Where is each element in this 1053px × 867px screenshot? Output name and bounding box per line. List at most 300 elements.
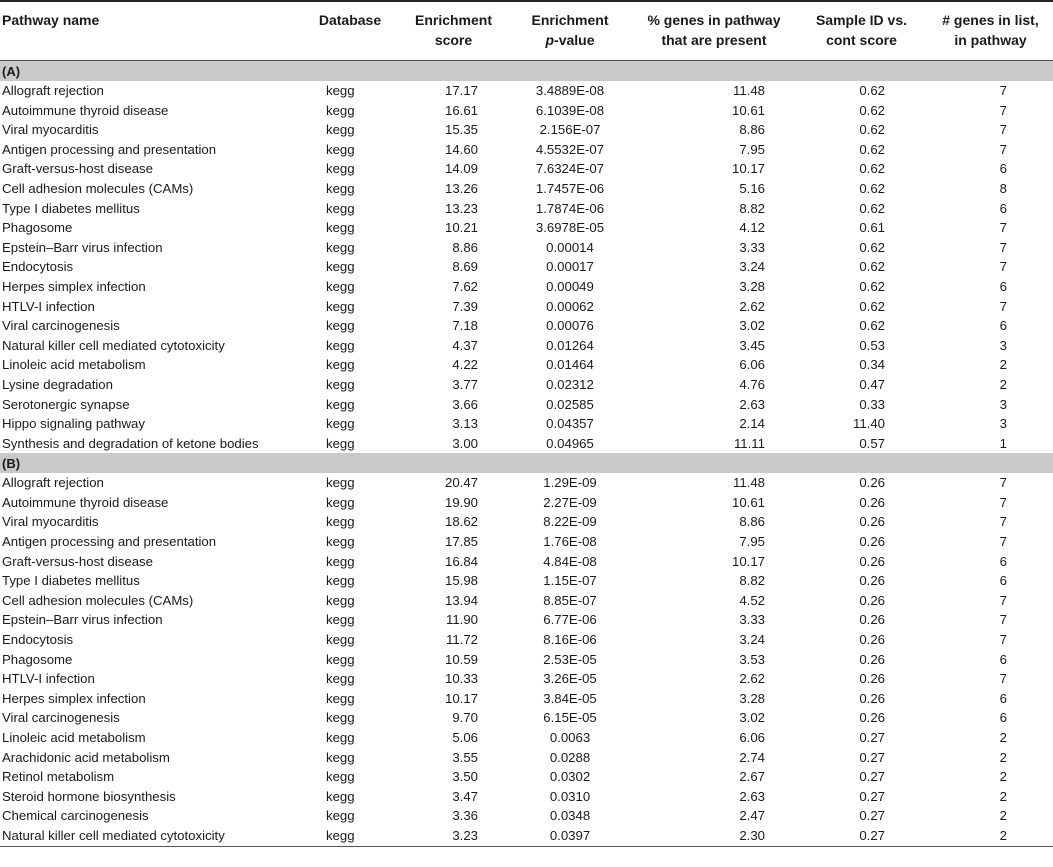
enrichment-score-cell: 7.39 bbox=[452, 298, 478, 314]
percent-genes-cell: 7.95 bbox=[739, 534, 765, 550]
pathway-name-cell: Synthesis and degradation of ketone bodies bbox=[2, 435, 259, 451]
pathway-name-cell: Endocytosis bbox=[2, 259, 74, 275]
sample-id-score-cell: 0.26 bbox=[859, 612, 885, 628]
sample-id-score-cell: 0.27 bbox=[859, 808, 885, 824]
pathway-name-cell: Type I diabetes mellitus bbox=[2, 573, 140, 589]
enrichment-score-cell: 4.22 bbox=[452, 357, 478, 373]
percent-genes-cell: 3.28 bbox=[739, 690, 765, 706]
sample-id-score-cell: 0.26 bbox=[859, 553, 885, 569]
header-row bbox=[0, 1, 1053, 61]
percent-genes-cell: 3.33 bbox=[739, 239, 765, 255]
pathway-name-cell: Graft-versus-host disease bbox=[2, 161, 153, 177]
pathway-name-cell: Allograft rejection bbox=[2, 475, 104, 491]
enrichment-score-cell: 3.77 bbox=[452, 376, 478, 392]
section-band-fill bbox=[507, 61, 633, 82]
database-cell: kegg bbox=[326, 396, 355, 412]
genes-in-list-cell: 2 bbox=[999, 788, 1007, 804]
database-cell: kegg bbox=[326, 769, 355, 785]
table-row bbox=[0, 355, 1053, 375]
table-row bbox=[0, 630, 1053, 650]
section-band-fill bbox=[300, 453, 400, 473]
enrichment-pvalue-cell: 0.02312 bbox=[546, 376, 594, 392]
sample-id-score-cell: 0.27 bbox=[859, 730, 885, 745]
genes-in-list-cell: 6 bbox=[999, 553, 1007, 569]
database-cell: kegg bbox=[300, 826, 400, 846]
genes-in-list-cell: 2 bbox=[999, 808, 1007, 824]
enrichment-pvalue-cell: 0.0302 bbox=[549, 769, 591, 785]
pathway-name-cell: Epstein–Barr virus infection bbox=[2, 612, 163, 628]
enrichment-score-cell: 17.17 bbox=[444, 83, 478, 98]
database-cell: kegg bbox=[326, 122, 355, 138]
pathway-name-cell: Phagosome bbox=[2, 651, 73, 667]
enrichment-pvalue-cell: 0.0288 bbox=[549, 749, 591, 765]
header-genes-in-list: # genes in list, in pathway bbox=[928, 1, 1053, 61]
percent-genes-cell: 2.63 bbox=[739, 788, 765, 804]
table-row bbox=[0, 395, 1053, 415]
database-cell: kegg bbox=[326, 102, 355, 118]
genes-in-list-cell: 7 bbox=[999, 220, 1007, 236]
sample-id-score-cell: 0.57 bbox=[859, 435, 885, 451]
genes-in-list-cell: 3 bbox=[999, 337, 1007, 353]
genes-in-list-cell: 2 bbox=[999, 730, 1007, 745]
section-band-fill bbox=[928, 453, 1053, 473]
enrichment-score-cell: 10.59 bbox=[444, 651, 478, 667]
sample-id-score-cell: 0.26 bbox=[859, 632, 885, 648]
section-label: (A) bbox=[0, 61, 300, 82]
pathway-name-cell: Natural killer cell mediated cytotoxicity bbox=[0, 826, 300, 846]
genes-in-list-cell: 7 bbox=[999, 592, 1007, 608]
table-row bbox=[0, 473, 1053, 493]
enrichment-pvalue-cell: 0.00076 bbox=[546, 318, 594, 334]
table-row bbox=[0, 257, 1053, 277]
pathway-name-cell: Retinol metabolism bbox=[2, 769, 115, 785]
sample-id-score-cell: 0.27 bbox=[859, 769, 885, 785]
percent-genes-cell: 3.24 bbox=[739, 259, 765, 275]
genes-in-list-cell: 7 bbox=[999, 239, 1007, 255]
pathway-name-cell: Lysine degradation bbox=[2, 376, 113, 392]
enrichment-score-cell: 11.90 bbox=[445, 612, 478, 628]
section-band-fill bbox=[300, 61, 400, 82]
genes-in-list-cell: 7 bbox=[999, 122, 1007, 138]
pathway-name-cell: Type I diabetes mellitus bbox=[2, 200, 140, 216]
genes-in-list-cell: 7 bbox=[999, 141, 1007, 157]
enrichment-pvalue-cell: 8.85E-07 bbox=[543, 592, 597, 608]
percent-genes-cell: 11.11 bbox=[733, 435, 765, 451]
percent-genes-cell: 3.45 bbox=[739, 337, 765, 353]
database-cell: kegg bbox=[326, 690, 355, 706]
sample-id-score-cell: 0.27 bbox=[859, 749, 885, 765]
sample-id-score-cell: 0.62 bbox=[859, 239, 885, 255]
sample-id-score-cell: 0.53 bbox=[859, 337, 885, 353]
enrichment-pvalue-cell: 1.7874E-06 bbox=[535, 200, 605, 216]
database-cell: kegg bbox=[326, 573, 355, 589]
pathway-name-cell: Antigen processing and presentation bbox=[2, 534, 217, 550]
table-body bbox=[0, 61, 1053, 847]
section-header-row bbox=[0, 453, 1053, 473]
enrichment-pvalue-cell: 7.6324E-07 bbox=[535, 161, 605, 177]
enrichment-score-cell: 3.50 bbox=[452, 769, 478, 785]
table-row bbox=[0, 552, 1053, 572]
database-cell: kegg bbox=[326, 220, 355, 236]
enrichment-score-cell: 16.61 bbox=[444, 102, 478, 118]
database-cell: kegg bbox=[326, 671, 355, 687]
percent-genes-cell: 8.82 bbox=[739, 200, 765, 216]
enrichment-pvalue-cell: 6.1039E-08 bbox=[535, 102, 605, 118]
enrichment-score-cell: 3.13 bbox=[452, 416, 478, 432]
table-row bbox=[0, 532, 1053, 552]
enrichment-pvalue-cell: 4.5532E-07 bbox=[535, 141, 605, 157]
percent-genes-cell: 3.53 bbox=[739, 651, 765, 667]
percent-genes-cell: 8.82 bbox=[739, 573, 765, 589]
sample-id-score-cell: 0.26 bbox=[859, 592, 885, 608]
enrichment-score-cell: 3.23 bbox=[400, 826, 507, 846]
genes-in-list-cell: 7 bbox=[999, 612, 1007, 628]
sample-id-score-cell: 0.34 bbox=[859, 357, 885, 373]
enrichment-score-cell: 15.35 bbox=[444, 122, 478, 138]
database-cell: kegg bbox=[326, 632, 355, 648]
genes-in-list-cell: 7 bbox=[999, 475, 1007, 491]
pathway-name-cell: Viral myocarditis bbox=[2, 514, 99, 530]
database-cell: kegg bbox=[326, 435, 355, 451]
pathway-name-cell: Allograft rejection bbox=[2, 83, 104, 98]
pathway-name-cell: HTLV-I infection bbox=[2, 298, 95, 314]
database-cell: kegg bbox=[326, 730, 355, 745]
sample-id-score-cell: 0.33 bbox=[859, 396, 885, 412]
sample-id-score-cell: 0.61 bbox=[859, 220, 885, 236]
enrichment-score-cell: 16.84 bbox=[444, 553, 478, 569]
percent-genes-cell: 2.62 bbox=[739, 298, 765, 314]
enrichment-score-cell: 19.90 bbox=[444, 494, 478, 510]
database-cell: kegg bbox=[326, 278, 355, 294]
enrichment-score-cell: 20.47 bbox=[444, 475, 478, 491]
genes-in-list-cell: 7 bbox=[999, 102, 1007, 118]
percent-genes-cell: 10.61 bbox=[731, 494, 765, 510]
pathway-name-cell: Phagosome bbox=[2, 220, 73, 236]
table-row bbox=[0, 748, 1053, 768]
percent-genes-cell: 4.12 bbox=[739, 220, 765, 236]
section-band-fill bbox=[795, 61, 928, 82]
database-cell: kegg bbox=[326, 259, 355, 275]
enrichment-score-cell: 10.33 bbox=[444, 671, 478, 687]
enrichment-score-cell: 3.47 bbox=[452, 788, 478, 804]
percent-genes-cell: 3.02 bbox=[739, 710, 765, 726]
sample-id-score-cell: 0.27 bbox=[795, 826, 928, 846]
enrichment-pvalue-cell: 1.15E-07 bbox=[543, 573, 597, 589]
enrichment-pvalue-cell: 8.22E-09 bbox=[543, 514, 597, 530]
table-row bbox=[0, 140, 1053, 160]
enrichment-score-cell: 13.94 bbox=[444, 592, 478, 608]
sample-id-score-cell: 0.26 bbox=[859, 534, 885, 550]
sample-id-score-cell: 0.62 bbox=[859, 102, 885, 118]
sample-id-score-cell: 0.62 bbox=[859, 278, 885, 294]
enrichment-score-cell: 7.18 bbox=[452, 318, 478, 334]
sample-id-score-cell: 11.40 bbox=[852, 416, 885, 432]
pathway-name-cell: Autoimmune thyroid disease bbox=[2, 494, 169, 510]
enrichment-pvalue-cell: 2.53E-05 bbox=[543, 651, 597, 667]
enrichment-pvalue-cell: 4.84E-08 bbox=[543, 553, 597, 569]
table-row bbox=[0, 571, 1053, 591]
enrichment-score-cell: 9.70 bbox=[452, 710, 478, 726]
section-band-fill bbox=[633, 61, 795, 82]
header-enrichment-pvalue: Enrichment p-value bbox=[507, 1, 633, 61]
sample-id-score-cell: 0.26 bbox=[859, 514, 885, 530]
section-band-fill bbox=[400, 453, 507, 473]
section-band-fill bbox=[928, 61, 1053, 82]
database-cell: kegg bbox=[326, 592, 355, 608]
genes-in-list-cell: 2 bbox=[999, 376, 1007, 392]
genes-in-list-cell: 6 bbox=[999, 573, 1007, 589]
enrichment-score-cell: 15.98 bbox=[444, 573, 478, 589]
pathway-name-cell: Hippo signaling pathway bbox=[2, 416, 145, 432]
genes-in-list-cell: 7 bbox=[999, 494, 1007, 510]
percent-genes-cell: 2.63 bbox=[739, 396, 765, 412]
enrichment-score-cell: 3.66 bbox=[452, 396, 478, 412]
header-enrichment-score: Enrichment score bbox=[400, 1, 507, 61]
enrichment-score-cell: 14.09 bbox=[444, 161, 478, 177]
sample-id-score-cell: 0.62 bbox=[859, 161, 885, 177]
enrichment-score-cell: 18.62 bbox=[444, 514, 478, 530]
enrichment-pvalue-cell: 0.02585 bbox=[546, 396, 594, 412]
table-row bbox=[0, 787, 1053, 807]
table-row bbox=[0, 767, 1053, 787]
genes-in-list-cell: 3 bbox=[999, 416, 1007, 432]
table-row bbox=[0, 199, 1053, 219]
table-row bbox=[0, 101, 1053, 121]
percent-genes-cell: 10.17 bbox=[731, 553, 765, 569]
sample-id-score-cell: 0.62 bbox=[859, 141, 885, 157]
percent-genes-cell: 7.95 bbox=[739, 141, 765, 157]
percent-genes-cell: 2.74 bbox=[739, 749, 765, 765]
table-row bbox=[0, 650, 1053, 670]
percent-genes-cell: 3.28 bbox=[739, 278, 765, 294]
database-cell: kegg bbox=[326, 494, 355, 510]
genes-in-list-cell: 6 bbox=[999, 690, 1007, 706]
enrichment-score-cell: 5.06 bbox=[452, 730, 478, 745]
enrichment-pvalue-cell: 1.76E-08 bbox=[543, 534, 597, 550]
database-cell: kegg bbox=[326, 83, 355, 98]
percent-genes-cell: 2.30 bbox=[633, 826, 795, 846]
percent-genes-cell: 10.17 bbox=[731, 161, 765, 177]
enrichment-pvalue-cell: 0.00062 bbox=[546, 298, 594, 314]
enrichment-score-cell: 10.17 bbox=[444, 690, 478, 706]
genes-in-list-cell: 6 bbox=[999, 200, 1007, 216]
percent-genes-cell: 2.47 bbox=[739, 808, 765, 824]
enrichment-score-cell: 11.72 bbox=[445, 632, 478, 648]
enrichment-pvalue-cell: 0.0310 bbox=[549, 788, 591, 804]
section-header-row bbox=[0, 61, 1053, 82]
percent-genes-cell: 10.61 bbox=[731, 102, 765, 118]
enrichment-pvalue-cell: 3.4889E-08 bbox=[535, 83, 605, 98]
database-cell: kegg bbox=[326, 357, 355, 373]
database-cell: kegg bbox=[326, 514, 355, 530]
pathway-name-cell: Natural killer cell mediated cytotoxicity bbox=[2, 337, 225, 353]
enrichment-pvalue-cell: 8.16E-06 bbox=[543, 632, 597, 648]
enrichment-pvalue-cell: 1.29E-09 bbox=[543, 475, 597, 491]
enrichment-pvalue-cell: 1.7457E-06 bbox=[535, 180, 605, 196]
percent-genes-cell: 4.76 bbox=[739, 376, 765, 392]
sample-id-score-cell: 0.26 bbox=[859, 494, 885, 510]
table-row bbox=[0, 806, 1053, 826]
sample-id-score-cell: 0.26 bbox=[859, 475, 885, 491]
table-row bbox=[0, 414, 1053, 434]
database-cell: kegg bbox=[326, 475, 355, 491]
database-cell: kegg bbox=[326, 416, 355, 432]
percent-genes-cell: 2.62 bbox=[739, 671, 765, 687]
enrichment-score-cell: 7.62 bbox=[452, 278, 478, 294]
section-band-fill bbox=[507, 453, 633, 473]
table-row bbox=[0, 316, 1053, 336]
pathway-name-cell: Epstein–Barr virus infection bbox=[2, 239, 163, 255]
genes-in-list-cell: 7 bbox=[999, 632, 1007, 648]
genes-in-list-cell: 6 bbox=[999, 318, 1007, 334]
pathway-name-cell: Cell adhesion molecules (CAMs) bbox=[2, 180, 194, 196]
enrichment-pvalue-cell: 0.0348 bbox=[549, 808, 591, 824]
database-cell: kegg bbox=[326, 298, 355, 314]
table-row bbox=[0, 826, 1053, 846]
pathway-name-cell: Viral myocarditis bbox=[2, 122, 99, 138]
enrichment-score-cell: 4.37 bbox=[452, 337, 478, 353]
header-percent-genes: % genes in pathway that are present bbox=[633, 1, 795, 61]
table-row bbox=[0, 708, 1053, 728]
percent-genes-cell: 6.06 bbox=[739, 730, 765, 745]
database-cell: kegg bbox=[326, 808, 355, 824]
database-cell: kegg bbox=[326, 200, 355, 216]
sample-id-score-cell: 0.27 bbox=[859, 788, 885, 804]
genes-in-list-cell: 1 bbox=[999, 435, 1007, 451]
enrichment-score-cell: 10.21 bbox=[444, 220, 478, 236]
table-row bbox=[0, 179, 1053, 199]
table-row bbox=[0, 81, 1053, 101]
pathway-name-cell: Autoimmune thyroid disease bbox=[2, 102, 169, 118]
sample-id-score-cell: 0.26 bbox=[859, 671, 885, 687]
enrichment-pvalue-cell: 0.00017 bbox=[546, 259, 594, 275]
enrichment-pvalue-cell: 3.6978E-05 bbox=[535, 220, 605, 236]
enrichment-pvalue-cell: 0.00014 bbox=[546, 239, 594, 255]
sample-id-score-cell: 0.62 bbox=[859, 180, 885, 196]
genes-in-list-cell: 8 bbox=[999, 180, 1007, 196]
percent-genes-cell: 6.06 bbox=[739, 357, 765, 373]
percent-genes-cell: 11.48 bbox=[732, 83, 765, 98]
table-row bbox=[0, 728, 1053, 748]
table-row bbox=[0, 493, 1053, 513]
percent-genes-cell: 11.48 bbox=[732, 475, 765, 491]
percent-genes-cell: 2.67 bbox=[739, 769, 765, 785]
database-cell: kegg bbox=[326, 749, 355, 765]
sample-id-score-cell: 0.47 bbox=[859, 376, 885, 392]
pathway-name-cell: Linoleic acid metabolism bbox=[2, 357, 146, 373]
enrichment-pvalue-cell: 0.04357 bbox=[546, 416, 594, 432]
pathway-name-cell: Arachidonic acid metabolism bbox=[2, 749, 170, 765]
database-cell: kegg bbox=[326, 612, 355, 628]
enrichment-pvalue-cell: 0.0397 bbox=[507, 826, 633, 846]
table-row bbox=[0, 218, 1053, 238]
enrichment-pvalue-cell: 3.84E-05 bbox=[543, 690, 597, 706]
sample-id-score-cell: 0.26 bbox=[859, 690, 885, 706]
database-cell: kegg bbox=[326, 553, 355, 569]
genes-in-list-cell: 7 bbox=[999, 83, 1007, 98]
percent-genes-cell: 2.14 bbox=[739, 416, 765, 432]
enrichment-pvalue-cell: 6.15E-05 bbox=[543, 710, 597, 726]
database-cell: kegg bbox=[326, 710, 355, 726]
database-cell: kegg bbox=[326, 376, 355, 392]
enrichment-pvalue-cell: 0.0063 bbox=[549, 730, 591, 745]
enrichment-pvalue-cell: 2.27E-09 bbox=[543, 494, 597, 510]
pathway-name-cell: Endocytosis bbox=[2, 632, 74, 648]
sample-id-score-cell: 0.26 bbox=[859, 710, 885, 726]
database-cell: kegg bbox=[326, 651, 355, 667]
percent-genes-cell: 8.86 bbox=[739, 514, 765, 530]
database-cell: kegg bbox=[326, 788, 355, 804]
percent-genes-cell: 8.86 bbox=[739, 122, 765, 138]
table-row bbox=[0, 669, 1053, 689]
database-cell: kegg bbox=[326, 534, 355, 550]
pathway-name-cell: HTLV-I infection bbox=[2, 671, 95, 687]
enrichment-pvalue-cell: 0.01464 bbox=[546, 357, 594, 373]
section-band-fill bbox=[400, 61, 507, 82]
enrichment-score-cell: 8.86 bbox=[452, 239, 478, 255]
pathway-name-cell: Viral carcinogenesis bbox=[2, 318, 120, 334]
genes-in-list-cell: 2 bbox=[999, 357, 1007, 373]
database-cell: kegg bbox=[326, 180, 355, 196]
table-row bbox=[0, 434, 1053, 454]
percent-genes-cell: 3.33 bbox=[739, 612, 765, 628]
table-row bbox=[0, 297, 1053, 317]
database-cell: kegg bbox=[326, 141, 355, 157]
table-row bbox=[0, 238, 1053, 258]
table-row bbox=[0, 336, 1053, 356]
table-row bbox=[0, 277, 1053, 297]
enrichment-score-cell: 3.00 bbox=[452, 435, 478, 451]
genes-in-list-cell: 2 bbox=[928, 826, 1053, 846]
pathway-name-cell: Herpes simplex infection bbox=[2, 278, 146, 294]
sample-id-score-cell: 0.26 bbox=[859, 573, 885, 589]
percent-genes-cell: 3.02 bbox=[739, 318, 765, 334]
section-band-fill bbox=[633, 453, 795, 473]
sample-id-score-cell: 0.62 bbox=[859, 83, 885, 98]
pathway-name-cell: Linoleic acid metabolism bbox=[2, 730, 146, 745]
enrichment-score-cell: 3.36 bbox=[452, 808, 478, 824]
genes-in-list-cell: 7 bbox=[999, 671, 1007, 687]
pathway-name-cell: Graft-versus-host disease bbox=[2, 553, 153, 569]
genes-in-list-cell: 6 bbox=[999, 278, 1007, 294]
section-label: (B) bbox=[0, 453, 300, 473]
sample-id-score-cell: 0.62 bbox=[859, 318, 885, 334]
sample-id-score-cell: 0.62 bbox=[859, 200, 885, 216]
sample-id-score-cell: 0.62 bbox=[859, 298, 885, 314]
enrichment-pvalue-cell: 0.04965 bbox=[546, 435, 594, 451]
enrichment-pvalue-cell: 6.77E-06 bbox=[543, 612, 597, 628]
genes-in-list-cell: 2 bbox=[999, 749, 1007, 765]
table-row bbox=[0, 591, 1053, 611]
enrichment-pvalue-cell: 0.01264 bbox=[546, 337, 594, 353]
database-cell: kegg bbox=[326, 161, 355, 177]
sample-id-score-cell: 0.62 bbox=[859, 259, 885, 275]
enrichment-pvalue-cell: 0.00049 bbox=[546, 278, 594, 294]
pathway-name-cell: Serotonergic synapse bbox=[2, 396, 130, 412]
genes-in-list-cell: 7 bbox=[999, 259, 1007, 275]
header-sample-id-score: Sample ID vs. cont score bbox=[795, 1, 928, 61]
header-pathway-name: Pathway name bbox=[0, 1, 300, 61]
table-row bbox=[0, 120, 1053, 140]
genes-in-list-cell: 3 bbox=[999, 396, 1007, 412]
genes-in-list-cell: 7 bbox=[999, 514, 1007, 530]
percent-genes-cell: 4.52 bbox=[739, 592, 765, 608]
percent-genes-cell: 5.16 bbox=[739, 180, 765, 196]
genes-in-list-cell: 6 bbox=[999, 161, 1007, 177]
pathway-name-cell: Chemical carcinogenesis bbox=[2, 808, 149, 824]
enrichment-pvalue-cell: 3.26E-05 bbox=[543, 671, 597, 687]
pathway-name-cell: Viral carcinogenesis bbox=[2, 710, 120, 726]
